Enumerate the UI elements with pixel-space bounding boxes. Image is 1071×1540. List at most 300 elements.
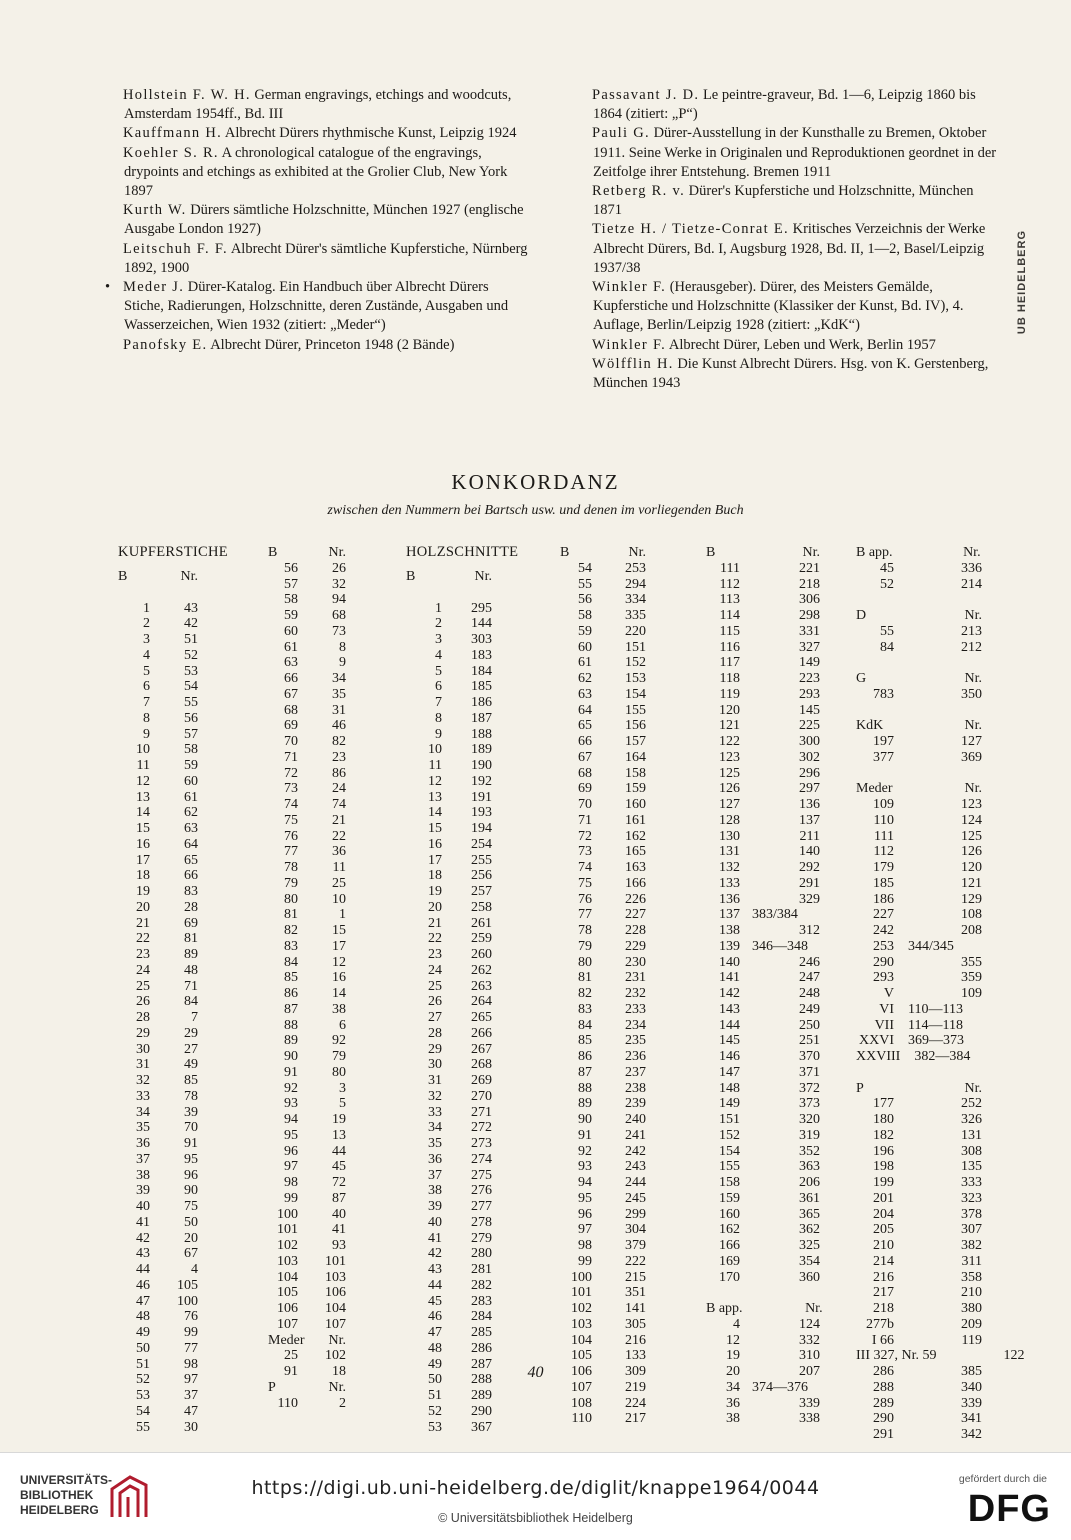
source-number	[856, 766, 894, 782]
catalogue-number: 152	[625, 655, 646, 671]
source-number: 290	[873, 954, 894, 970]
concordance-row	[856, 1380, 1025, 1396]
author-name: Leitschuh F. F.	[123, 240, 228, 257]
concordance-row	[268, 1238, 346, 1254]
source-number: 32	[136, 1073, 150, 1088]
catalogue-number	[902, 766, 982, 782]
concordance-row	[706, 923, 826, 939]
concordance-row	[118, 1042, 228, 1058]
source-number: 62	[578, 671, 592, 686]
catalogue-number: 385	[961, 1364, 982, 1379]
page-title: KONKORDANZ	[451, 470, 620, 494]
source-number: 136	[719, 891, 740, 907]
catalogue-number: 19	[332, 1112, 346, 1127]
concordance-row	[706, 1411, 826, 1427]
concordance-row	[856, 1002, 1025, 1018]
catalogue-number: 191	[471, 789, 492, 805]
concordance-row	[118, 1120, 228, 1136]
source-number: 132	[719, 860, 740, 875]
catalogue-number: 339	[961, 1395, 982, 1411]
source-number: 31	[136, 1057, 150, 1073]
source-number: 35	[428, 1136, 442, 1151]
catalogue-number: 272	[471, 1120, 492, 1136]
concordance-row	[560, 986, 646, 1002]
catalogue-number: 362	[799, 1222, 820, 1238]
concordance-row	[560, 687, 646, 703]
page-url-link[interactable]: https://digi.ub.uni-heidelberg.de/diglit/knappe1964/0044	[251, 1477, 820, 1499]
source-number	[856, 703, 894, 719]
concordance-column-other-catalogues	[856, 545, 1025, 1443]
concordance-row	[406, 1042, 518, 1058]
concordance-row	[706, 1081, 826, 1097]
source-number: 286	[873, 1364, 894, 1379]
concordance-row	[706, 1238, 826, 1254]
concordance-row	[118, 916, 228, 932]
catalogue-number: 1	[339, 907, 346, 923]
source-number: 12	[428, 773, 442, 789]
funding-note: gefördert durch die	[958, 1473, 1047, 1485]
source-number: 76	[578, 891, 592, 907]
source-number: 186	[873, 891, 894, 907]
catalogue-number: 22	[332, 828, 346, 844]
concordance-row	[118, 1199, 228, 1215]
catalogue-number: 164	[625, 749, 646, 765]
catalogue-number: 153	[625, 671, 646, 686]
concordance-row	[118, 1073, 228, 1089]
source-number: 2	[143, 616, 150, 632]
concordance-row	[560, 1018, 646, 1034]
catalogue-number: 382	[961, 1238, 982, 1253]
source-number: 6	[435, 679, 442, 695]
source-number: 102	[277, 1238, 298, 1253]
catalogue-number: 288	[471, 1372, 492, 1388]
catalogue-number: 251	[799, 1033, 820, 1049]
source-number: 159	[719, 1190, 740, 1206]
concordance-row	[856, 829, 1025, 845]
concordance-row	[118, 1420, 228, 1436]
source-number: 55	[880, 623, 894, 639]
source-number: 170	[719, 1269, 740, 1285]
source-number: 28	[428, 1025, 442, 1041]
source-number: 67	[284, 686, 298, 702]
concordance-row	[268, 1317, 346, 1333]
source-number: 3	[143, 632, 150, 647]
concordance-column-kupferstiche-2	[268, 545, 346, 1411]
source-number: 253	[873, 938, 894, 954]
catalogue-number: 36	[332, 844, 346, 860]
catalogue-number: 231	[625, 970, 646, 986]
concordance-row	[268, 970, 346, 986]
catalogue-number: 69	[184, 915, 198, 931]
concordance-row	[406, 868, 518, 884]
catalogue-number: 105	[177, 1277, 198, 1293]
concordance-row	[406, 884, 518, 900]
catalogue-number: 268	[471, 1057, 492, 1073]
source-number: 20	[726, 1364, 740, 1379]
catalogue-number: 215	[625, 1269, 646, 1285]
catalogue-number: 98	[184, 1356, 198, 1372]
source-number: 88	[578, 1080, 592, 1096]
catalogue-number: 183	[471, 647, 492, 663]
catalogue-number: 121	[961, 875, 982, 891]
concordance-row	[706, 1285, 826, 1301]
catalogue-number: 291	[799, 875, 820, 891]
catalogue-number: 216	[625, 1332, 646, 1348]
catalogue-number: 189	[471, 742, 492, 758]
catalogue-number: Nr.	[964, 1080, 982, 1096]
catalogue-number: 82	[332, 734, 346, 749]
concordance-row	[560, 655, 646, 671]
source-number: 44	[428, 1277, 442, 1293]
catalogue-number	[902, 703, 982, 719]
catalogue-number: 225	[799, 718, 820, 734]
source-number: 185	[873, 875, 894, 891]
concordance-row	[706, 624, 826, 640]
catalogue-number: 17	[332, 938, 346, 954]
catalogue-number: 265	[471, 1010, 492, 1025]
catalogue-number: 332	[799, 1332, 820, 1348]
catalogue-number: 228	[625, 923, 646, 938]
concordance-row	[560, 561, 646, 577]
concordance-row	[268, 1128, 346, 1144]
concordance-row	[268, 687, 346, 703]
source-number: 43	[428, 1262, 442, 1277]
concordance-row	[856, 734, 1025, 750]
source-number: 82	[284, 923, 298, 938]
author-name: Retberg R. v.	[592, 183, 686, 200]
bibliography-entry	[593, 182, 997, 220]
concordance-row	[560, 1301, 646, 1317]
source-number: 7	[143, 695, 150, 710]
catalogue-number: 159	[625, 781, 646, 797]
catalogue-number: 114—118	[908, 1017, 963, 1033]
catalogue-number: 7	[191, 1010, 198, 1025]
author-name: Hollstein F. W. H.	[123, 87, 251, 103]
source-number: 18	[136, 868, 150, 884]
concordance-row	[118, 1152, 228, 1168]
source-number: 10	[428, 742, 442, 758]
catalogue-number: 190	[471, 758, 492, 773]
source-number: 46	[136, 1277, 150, 1293]
concordance-row	[268, 1112, 346, 1128]
catalogue-number: 212	[961, 639, 982, 655]
concordance-row	[856, 718, 1025, 734]
source-number: 87	[284, 1001, 298, 1017]
source-number: 91	[284, 1364, 298, 1379]
catalogue-number: Nr.	[805, 1301, 823, 1316]
author-name: Passavant J. D.	[592, 87, 700, 103]
source-number: B	[706, 545, 716, 560]
entry-text: Die Kunst Albrecht Dürers. Hsg. von K. Gerstenberg, München 1943	[593, 355, 989, 392]
concordance-row	[118, 727, 228, 743]
concordance-row	[706, 1128, 826, 1144]
catalogue-number: 246	[799, 954, 820, 970]
concordance-row	[406, 963, 518, 979]
source-number: 5	[435, 663, 442, 679]
concordance-row	[268, 561, 346, 577]
catalogue-number: 279	[471, 1230, 492, 1246]
concordance-row	[406, 648, 518, 664]
concordance-row	[406, 1246, 518, 1262]
source-number: 122	[719, 734, 740, 749]
source-number: 71	[578, 812, 592, 828]
catalogue-number: 262	[471, 962, 492, 978]
catalogue-number	[156, 585, 198, 601]
concordance-row	[856, 844, 1025, 860]
catalogue-number: 79	[332, 1049, 346, 1064]
concordance-row	[856, 1270, 1025, 1286]
source-number: 21	[428, 915, 442, 931]
concordance-row	[406, 1341, 518, 1357]
concordance-row	[706, 1301, 826, 1317]
concordance-row	[706, 986, 826, 1002]
catalogue-number: 154	[625, 686, 646, 702]
concordance-row	[706, 907, 826, 923]
catalogue-number: 64	[184, 836, 198, 852]
source-number: 100	[277, 1206, 298, 1222]
catalogue-number: 78	[184, 1088, 198, 1104]
source-number: 198	[873, 1159, 894, 1175]
catalogue-number: 233	[625, 1001, 646, 1017]
catalogue-number: 187	[471, 710, 492, 726]
catalogue-number: 267	[471, 1041, 492, 1057]
source-number: 131	[719, 844, 740, 860]
catalogue-number: 59	[184, 758, 198, 773]
source-number: 377	[873, 749, 894, 765]
concordance-row	[118, 1026, 228, 1042]
source-number: 45	[428, 1293, 442, 1309]
catalogue-number: 338	[799, 1411, 820, 1427]
section-heading-text: HOLZSCHNITTE	[406, 544, 519, 560]
catalogue-number: 133	[625, 1348, 646, 1364]
catalogue-number: 255	[471, 852, 492, 868]
catalogue-number: 218	[799, 576, 820, 592]
concordance-row	[560, 1175, 646, 1191]
concordance-row	[560, 1254, 646, 1270]
catalogue-number: 325	[799, 1238, 820, 1253]
source-number: 59	[284, 608, 298, 623]
concordance-row	[406, 805, 518, 821]
source-number: 110	[571, 1411, 592, 1427]
concordance-row	[268, 750, 346, 766]
bibliography-entry	[105, 278, 528, 336]
concordance-row	[406, 1294, 518, 1310]
catalogue-number: 110—113	[908, 1001, 963, 1017]
source-number: 110	[873, 812, 894, 828]
catalogue-number: 38	[332, 1001, 346, 1017]
concordance-row	[118, 979, 228, 995]
catalogue-number: 125	[961, 828, 982, 844]
concordance-row	[706, 1207, 826, 1223]
catalogue-number: 151	[625, 639, 646, 655]
bibliography-entry	[124, 124, 528, 143]
catalogue-number: 221	[799, 560, 820, 576]
source-number: 783	[873, 686, 894, 702]
catalogue-number: 253	[625, 560, 646, 576]
source-number: 288	[873, 1379, 894, 1395]
concordance-row	[268, 1396, 346, 1412]
catalogue-number: 250	[799, 1017, 820, 1033]
viewer-footer	[0, 1452, 1071, 1540]
concordance-row	[118, 994, 228, 1010]
source-number: 69	[284, 718, 298, 734]
source-number: 47	[136, 1293, 150, 1309]
catalogue-number: 120	[961, 860, 982, 875]
concordance-row	[560, 1222, 646, 1238]
catalogue-number: 380	[961, 1301, 982, 1316]
source-number: 55	[136, 1419, 150, 1435]
source-number: KdK	[856, 718, 884, 734]
source-number: 45	[880, 560, 894, 576]
source-number: 25	[136, 978, 150, 994]
source-number: 49	[428, 1356, 442, 1372]
concordance-row	[268, 592, 346, 608]
concordance-row	[856, 687, 1025, 703]
concordance-row	[560, 1081, 646, 1097]
catalogue-number: 74	[332, 797, 346, 812]
concordance-row	[706, 608, 826, 624]
source-number: 34	[136, 1104, 150, 1120]
concordance-row	[268, 1270, 346, 1286]
catalogue-number: 365	[799, 1206, 820, 1222]
concordance-row	[118, 758, 228, 774]
author-name: Kauffmann H.	[123, 125, 223, 142]
catalogue-number: 137	[799, 812, 820, 828]
source-number: 214	[873, 1253, 894, 1269]
catalogue-number: 8	[339, 639, 346, 655]
concordance-row	[560, 1112, 646, 1128]
source-number: 152	[719, 1127, 740, 1143]
page-subtitle: zwischen den Nummern bei Bartsch usw. und denen im vorliegenden Buch	[327, 503, 744, 518]
source-number: 36	[136, 1136, 150, 1151]
catalogue-number: 290	[471, 1403, 492, 1419]
source-number: 22	[428, 931, 442, 947]
concordance-row	[406, 1199, 518, 1215]
concordance-row	[706, 844, 826, 860]
source-number: 54	[136, 1403, 150, 1419]
concordance-row	[706, 545, 826, 561]
source-number: 22	[136, 931, 150, 947]
concordance-row	[268, 923, 346, 939]
source-number: 1	[435, 600, 442, 616]
catalogue-number: 149	[799, 655, 820, 671]
concordance-row	[406, 664, 518, 680]
concordance-row	[560, 955, 646, 971]
source-number: 143	[719, 1001, 740, 1017]
catalogue-number: 214	[961, 576, 982, 592]
concordance-row	[406, 632, 518, 648]
source-number: 89	[284, 1033, 298, 1049]
source-number: 12	[726, 1332, 740, 1348]
source-number: 199	[873, 1175, 894, 1190]
catalogue-number: 123	[961, 797, 982, 812]
source-number: 67	[578, 749, 592, 765]
catalogue-number: 334	[625, 592, 646, 608]
concordance-row	[268, 766, 346, 782]
concordance-row	[706, 1002, 826, 1018]
concordance-row	[560, 1396, 646, 1412]
catalogue-number: 119	[961, 1332, 982, 1348]
concordance-row	[268, 1380, 346, 1396]
concordance-row	[118, 931, 228, 947]
catalogue-number: 16	[332, 970, 346, 986]
source-number: 41	[428, 1230, 442, 1246]
source-number: 24	[136, 962, 150, 978]
source-number: 78	[578, 923, 592, 938]
catalogue-number: Nr.	[180, 569, 198, 584]
source-number: 85	[578, 1033, 592, 1049]
source-number: 29	[428, 1041, 442, 1057]
concordance-row	[560, 624, 646, 640]
catalogue-number: 188	[471, 726, 492, 742]
source-number: 21	[136, 915, 150, 931]
concordance-row	[560, 1033, 646, 1049]
concordance-row	[406, 742, 518, 758]
concordance-row	[560, 1411, 646, 1427]
source-number: 149	[719, 1096, 740, 1112]
catalogue-number: 155	[625, 702, 646, 718]
concordance-row	[406, 1105, 518, 1121]
author-name: Winkler F.	[592, 279, 667, 296]
concordance-row	[406, 1309, 518, 1325]
catalogue-number: 70	[184, 1120, 198, 1136]
concordance-column-holzschnitte-2	[560, 545, 646, 1427]
concordance-row	[406, 994, 518, 1010]
concordance-row	[118, 900, 228, 916]
concordance-row	[406, 1152, 518, 1168]
catalogue-number: 49	[184, 1057, 198, 1073]
source-number: 75	[284, 812, 298, 828]
source-number: 90	[284, 1049, 298, 1064]
concordance-row	[560, 1238, 646, 1254]
catalogue-number: 302	[799, 749, 820, 765]
entry-text: Le peintre-graveur, Bd. 1—6, Leipzig 1860 bis 1864 (zitiert: „P“)	[593, 87, 976, 123]
catalogue-number: 157	[625, 734, 646, 749]
concordance-row	[706, 1159, 826, 1175]
catalogue-number: 244	[625, 1175, 646, 1190]
concordance-row	[406, 1026, 518, 1042]
concordance-row	[560, 545, 646, 561]
catalogue-number: 51	[184, 632, 198, 647]
source-number: 182	[873, 1127, 894, 1143]
source-number: 97	[578, 1222, 592, 1238]
concordance-row	[118, 805, 228, 821]
catalogue-number: 319	[799, 1127, 820, 1143]
catalogue-number: 258	[471, 899, 492, 915]
source-number: 111	[720, 560, 740, 576]
source-number: 27	[428, 1010, 442, 1025]
source-number: 4	[435, 647, 442, 663]
catalogue-number: 53	[184, 663, 198, 679]
catalogue-number: 46	[332, 718, 346, 734]
catalogue-number: 35	[332, 686, 346, 702]
catalogue-number: 210	[961, 1285, 982, 1301]
catalogue-number: 359	[961, 970, 982, 986]
source-number: 84	[578, 1017, 592, 1033]
concordance-row	[268, 671, 346, 687]
concordance-row	[118, 1089, 228, 1105]
library-stamp: UB HEIDELBERG	[1016, 230, 1028, 335]
catalogue-number: 329	[799, 891, 820, 907]
source-number: 48	[428, 1340, 442, 1356]
source-number: 76	[284, 828, 298, 844]
concordance-row	[706, 1396, 826, 1412]
catalogue-number: 339	[799, 1395, 820, 1411]
catalogue-number: 93	[332, 1238, 346, 1253]
source-number: 23	[136, 947, 150, 962]
concordance-row	[268, 1222, 346, 1238]
concordance-row	[406, 616, 518, 632]
